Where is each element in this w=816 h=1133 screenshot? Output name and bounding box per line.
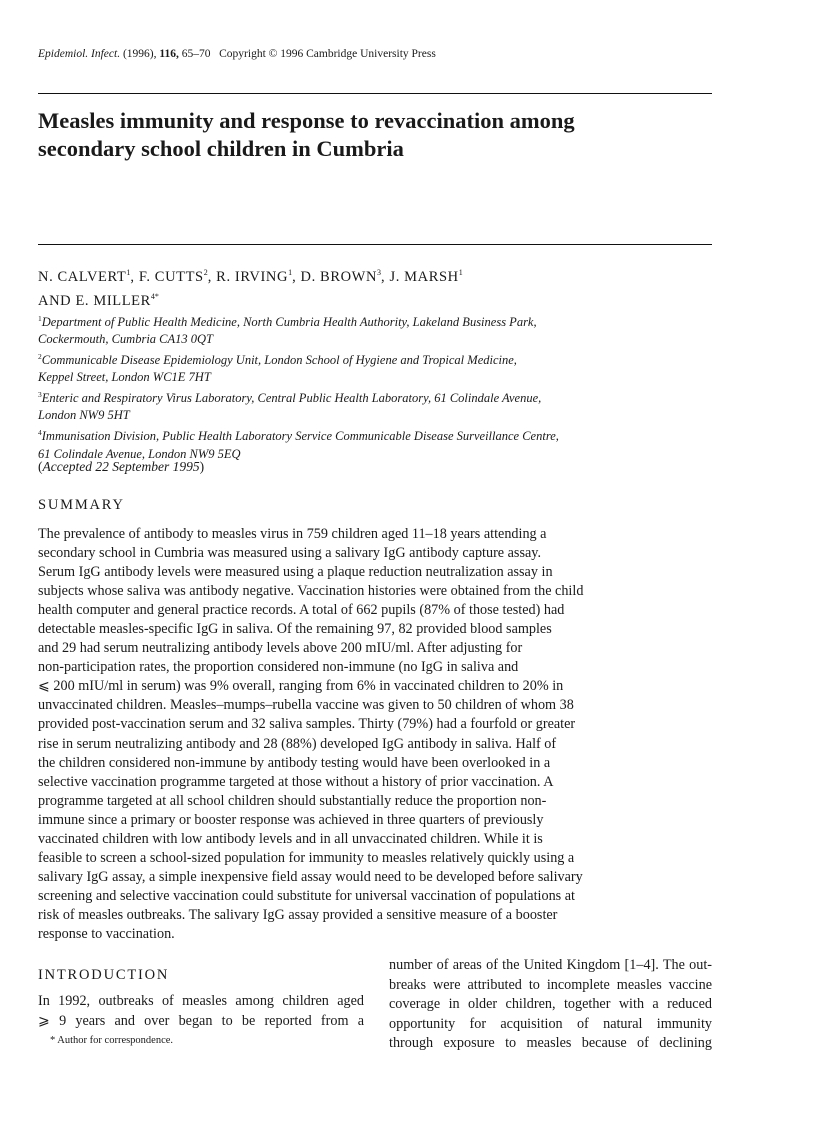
intro-left-text xyxy=(38,992,364,1031)
affiliation: $^3$Enteric and Respiratory Virus Laboratory, Central Public Health Laboratory, 61 Colindale Avenue, London NW9 5HT xyxy=(38,390,542,423)
author: N. CALVERT$^1$, xyxy=(38,268,139,285)
article-title xyxy=(38,107,658,163)
summary-line: detectable measles-specific IgG in saliva. Of the remaining 97, 82 provided blood samples xyxy=(38,621,552,638)
summary-line: salivary IgG assay, a simple inexpensive field assay would need to be developed before salivary xyxy=(38,868,583,885)
summary-line: provided post-vaccination serum and 32 saliva samples. Thirty (79%) had a fourfold or greater xyxy=(38,716,576,733)
journal-volume: 116, xyxy=(159,48,179,60)
affiliation: $^1$Department of Public Health Medicine, North Cumbria Health Authority, Lakeland Business Park, Cockermouth, Cumbria CA13 0QT xyxy=(38,314,537,347)
journal-abbrev: Epidemiol. Infect. xyxy=(38,48,121,60)
author: J. MARSH$^1$ xyxy=(389,268,463,285)
intro-line: ⩾ 9 years and over began to be reported from a xyxy=(38,1012,364,1029)
intro-right-column xyxy=(389,956,712,1054)
summary-heading: SUMMARY xyxy=(38,497,125,513)
correspondence-footnote: * Author for correspondence. xyxy=(50,1035,174,1046)
summary-line: The prevalence of antibody to measles virus in 759 children aged 11–18 years attending a xyxy=(38,526,547,542)
summary-line: programme targeted at all school children should substantially reduce the proportion non- xyxy=(38,792,547,809)
intro-left-column xyxy=(38,967,364,1046)
author: R. IRVING$^1$, xyxy=(216,268,301,285)
top-rule xyxy=(38,93,712,94)
summary-body xyxy=(38,525,668,944)
journal-copyright: Copyright © 1996 Cambridge University Press xyxy=(219,48,436,60)
summary-line: secondary school in Cumbria was measured using a salivary IgG antibody capture assay. xyxy=(38,545,541,562)
accepted-date: (Accepted 22 September 1995) xyxy=(38,459,205,474)
summary-line: rise in serum neutralizing antibody and 28 (88%) developed IgG antibody in saliva. Half of xyxy=(38,735,557,752)
intro-line: breaks were attributed to incomplete measles vaccine xyxy=(389,976,712,993)
summary-line: risk of measles outbreaks. The salivary IgG assay provided a sensitive measure of a booster xyxy=(38,906,558,923)
journal-pages: 65–70 xyxy=(181,48,211,60)
summary-line: vaccinated children with low antibody levels and in all unvaccinated children. While it is xyxy=(38,830,543,847)
journal-year: (1996), xyxy=(122,48,157,60)
title-line: Measles immunity and response to revaccination among xyxy=(38,108,575,133)
summary-line: subjects whose saliva was antibody negative. Vaccination histories were obtained from the child xyxy=(38,583,584,600)
summary-line: selective vaccination programme targeted at those without a history of prior vaccination. A xyxy=(38,773,554,790)
summary-line: and 29 had serum neutralizing antibody levels above 200 mIU/ml. After adjusting for xyxy=(38,640,523,657)
summary-line: non-participation rates, the proportion considered non-immune (no IgG in saliva and xyxy=(38,659,519,676)
intro-line: coverage in older children, together with a reduced xyxy=(389,996,712,1012)
affiliation: $^4$Immunisation Division, Public Health Laboratory Service Communicable Disease Surveillance Centre, 61 Colindale Avenue, London NW9 5EQ xyxy=(38,428,559,461)
summary-line: health computer and general practice records. A total of 662 pupils (87% of those tested) had xyxy=(38,602,565,619)
summary-line: unvaccinated children. Measles–mumps–rubella vaccine was given to 50 children of whom 38 xyxy=(38,697,574,714)
author-list xyxy=(38,263,712,311)
title-line: secondary school children in Cumbria xyxy=(38,136,404,161)
summary-line: the children considered non-immune by antibody testing would have been overlooked in a xyxy=(38,754,551,771)
summary-line: immune since a primary or booster response was achieved in three quarters of previously xyxy=(38,811,544,828)
summary-line: response to vaccination. xyxy=(38,925,175,942)
summary-line: Serum IgG antibody levels were measured using a plaque reduction neutralization assay in xyxy=(38,564,553,581)
author: F. CUTTS$^2$, xyxy=(138,268,217,285)
summary-line: feasible to screen a school-sized population for immunity to measles relatively quickly using a xyxy=(38,849,575,866)
intro-line: In 1992, outbreaks of measles among children aged xyxy=(38,993,364,1009)
intro-line: through exposure to measles because of declining xyxy=(389,1035,712,1051)
author: D. BROWN$^3$, xyxy=(300,268,390,285)
affiliations xyxy=(38,310,712,463)
author: AND E. $MILLER^{4*}$ xyxy=(38,291,159,309)
summary-line: screening and selective vaccination could substitute for universal vaccination of populations at xyxy=(38,887,575,904)
title-rule xyxy=(38,244,712,245)
intro-line: opportunity for acquisition of natural immunity xyxy=(389,1015,712,1032)
journal-citation xyxy=(38,48,436,60)
affiliation: $^2$Communicable Disease Epidemiology Unit, London School of Hygiene and Tropical Medicine, Keppel Street, London WC1E 7HT xyxy=(38,352,517,385)
summary-line: ⩽ 200 mIU/ml in serum) was 9% overall, ranging from 6% in vaccinated children to 20% in xyxy=(38,678,564,695)
introduction-heading: INTRODUCTION xyxy=(38,967,170,983)
intro-line: number of areas of the United Kingdom [1–4]. The out- xyxy=(389,957,712,973)
